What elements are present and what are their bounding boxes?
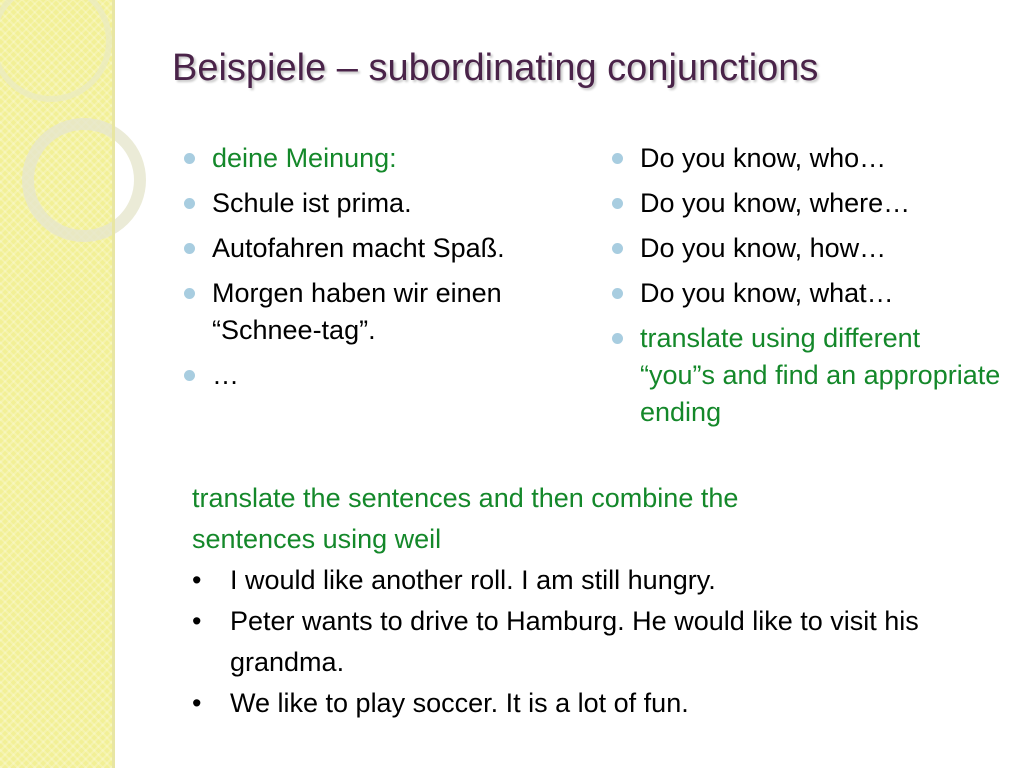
bullet-dot-icon [612,288,623,299]
list-item-text: Autofahren macht Spaß. [212,233,505,263]
decorative-side-band [0,0,112,768]
list-item-text: Schule ist prima. [212,188,412,218]
list-item [612,320,1002,431]
task-instruction: translate the sentences and then combine the sentences using weil [192,483,739,554]
list-item [184,185,584,222]
list-item-text: Do you know, how… [640,233,887,263]
task-block [192,478,992,724]
bullet-dot-icon [184,243,195,254]
list-item [192,683,930,724]
task-sentence: Peter wants to drive to Hamburg. He would like to visit his grandma. [230,606,919,677]
list-item-text: Do you know, where… [640,188,911,218]
bullet-icon: • [192,565,202,595]
bullet-icon: • [192,606,202,636]
bullet-dot-icon [612,153,623,164]
list-item-text: Do you know, who… [640,143,887,173]
task-sentence: I would like another roll. I am still hungry. [230,565,716,595]
list-item-text: Do you know, what… [640,278,894,308]
list-item [192,560,930,601]
list-item [192,601,930,683]
right-bullet-list [612,140,1002,439]
list-item-text: translate using different “you”s and find an appropriate ending [640,323,1001,427]
list-item [612,185,1002,222]
bullet-dot-icon [612,198,623,209]
slide-title: Beispiele – subordinating conjunctions [172,47,819,89]
list-item [184,140,584,177]
bullet-dot-icon [184,288,195,299]
bullet-icon: • [192,688,202,718]
list-item [612,230,1002,267]
bullet-dot-icon [184,153,195,164]
task-sentence: We like to play soccer. It is a lot of fun. [230,688,689,718]
decorative-ring-middle [22,118,146,242]
list-item [612,275,1002,312]
bullet-dot-icon [184,370,195,381]
list-item [612,140,1002,177]
list-item [184,230,584,267]
list-item [184,275,584,349]
list-item-text: … [212,360,239,390]
task-sentence-list [192,560,992,724]
bullet-dot-icon [612,243,623,254]
side-band-edge [112,0,115,768]
left-bullet-list [184,140,584,402]
bullet-dot-icon [612,333,623,344]
list-item-text: deine Meinung: [212,143,397,173]
bullet-dot-icon [184,198,195,209]
list-item [184,357,584,394]
list-item-text: Morgen haben wir einen “Schnee-tag”. [212,278,502,345]
decorative-ring-top [0,0,112,102]
